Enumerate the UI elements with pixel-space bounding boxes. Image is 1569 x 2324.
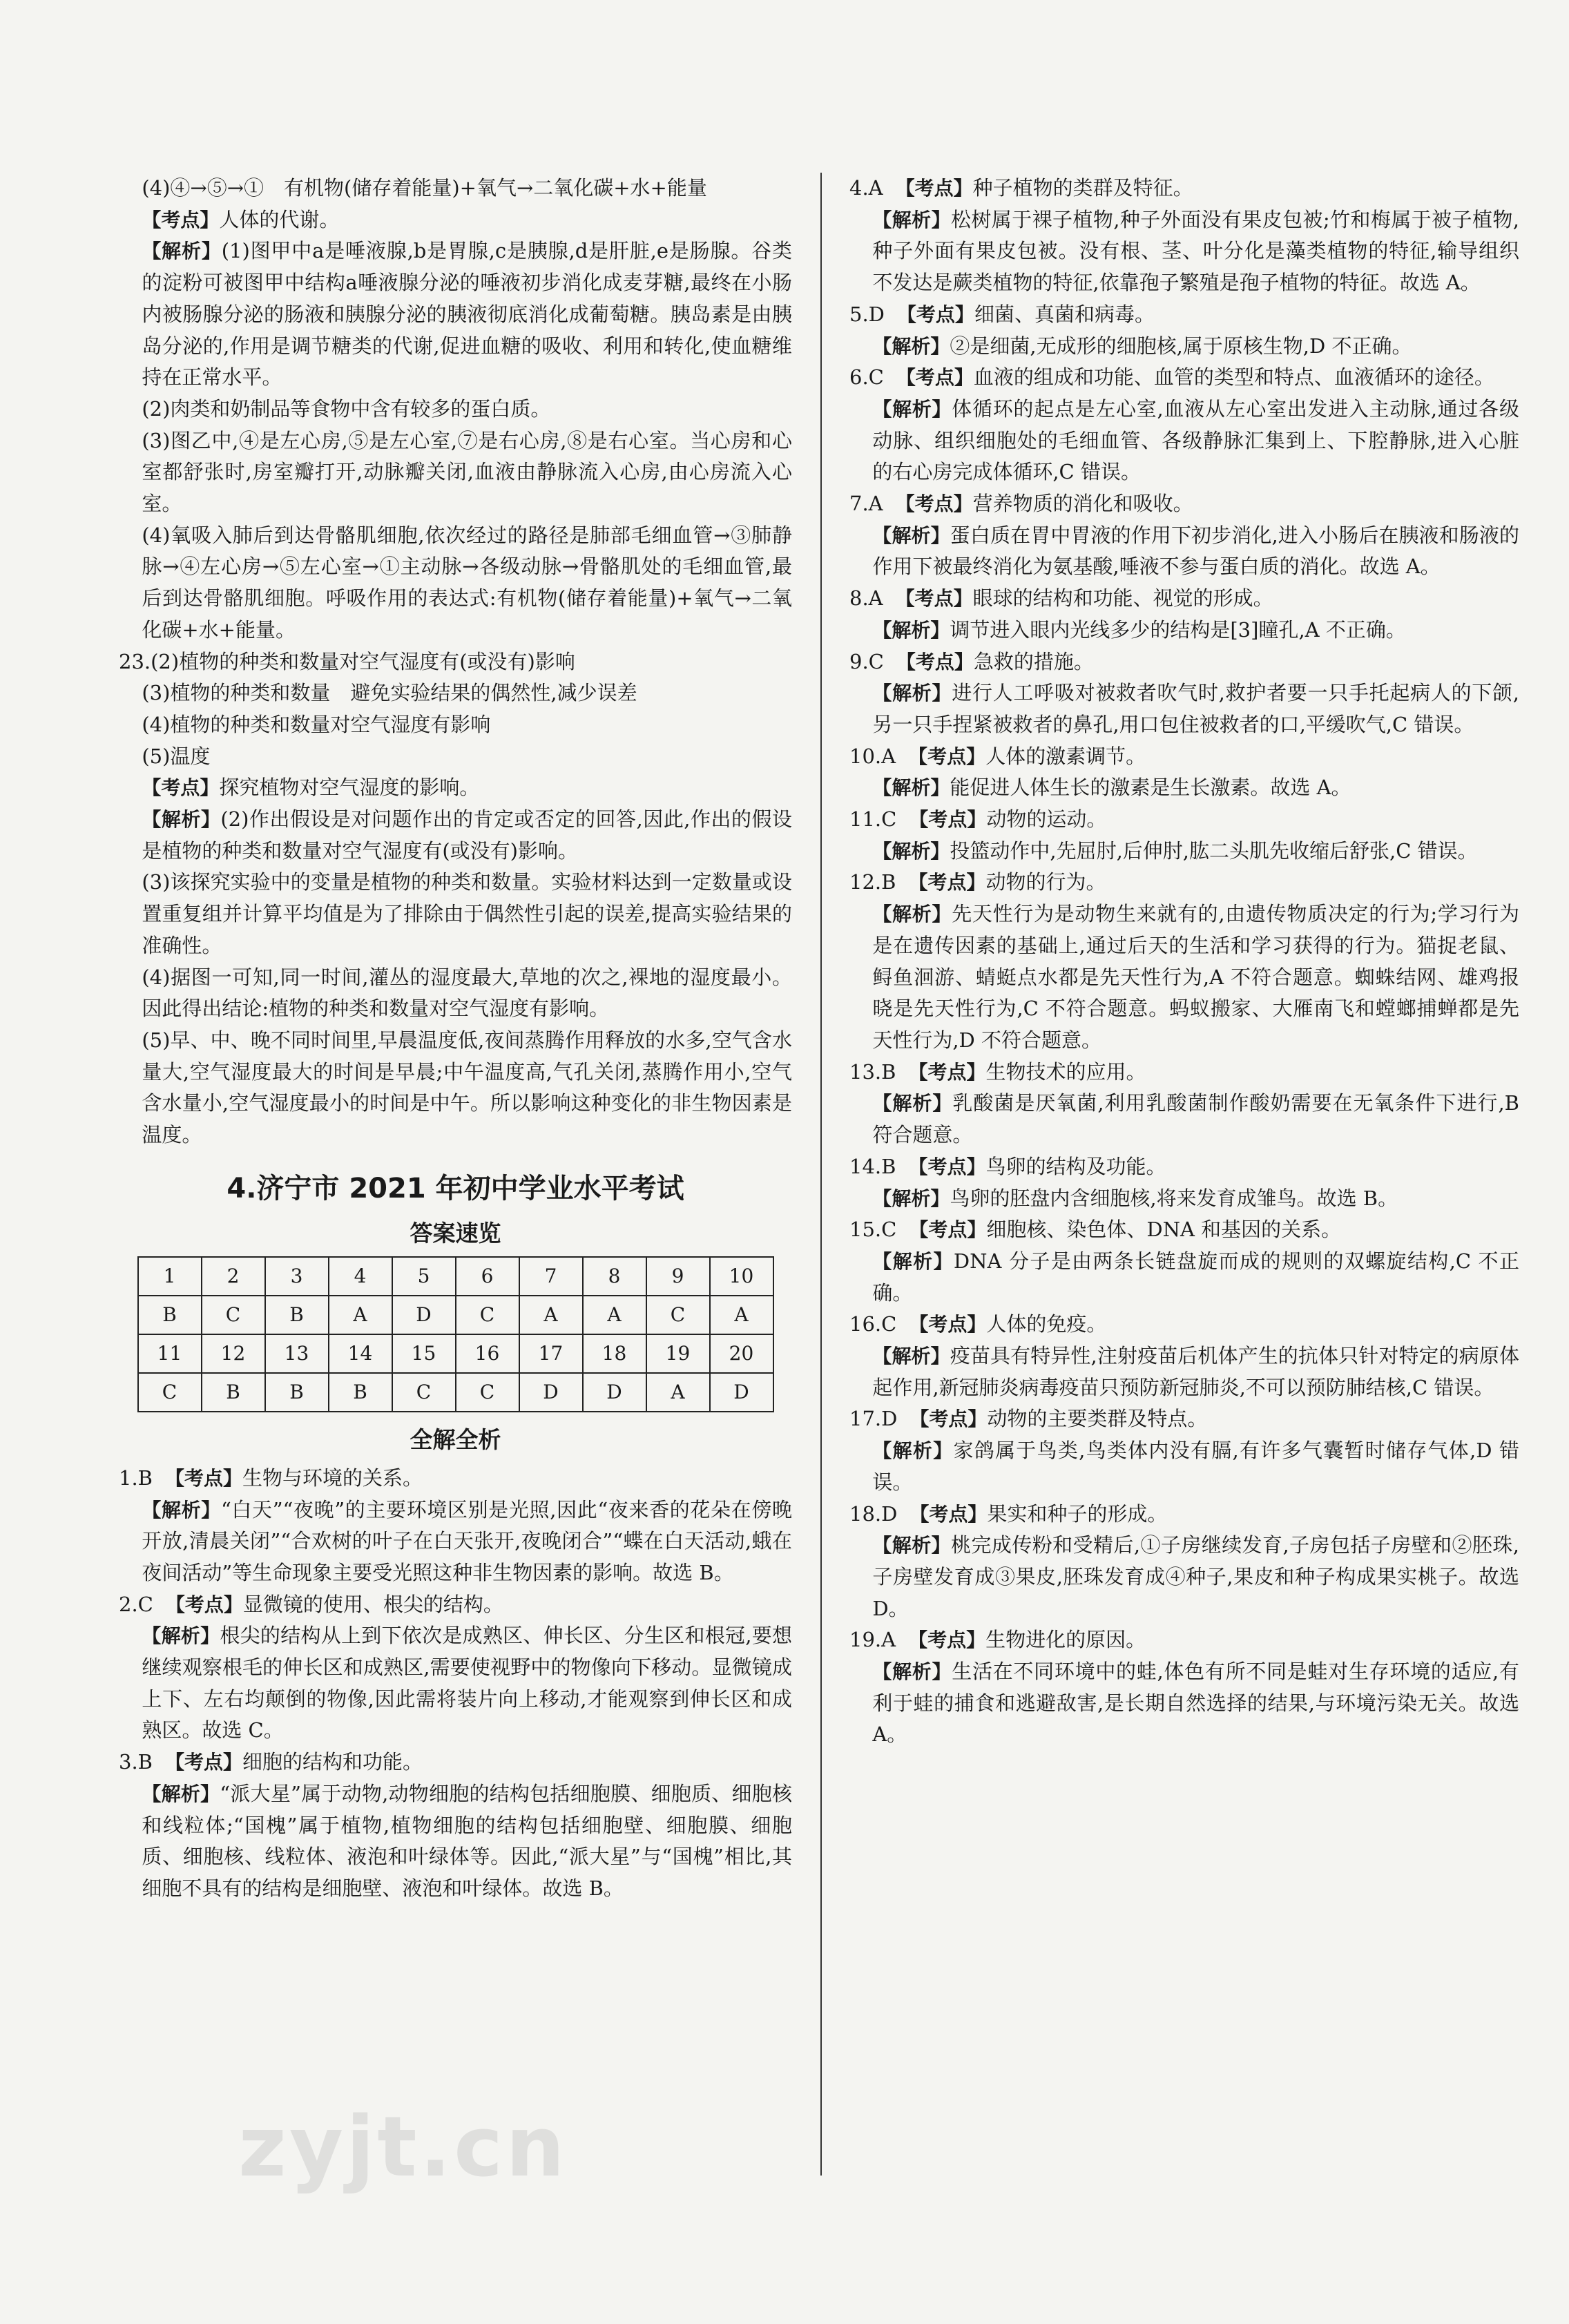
table-cell: B (138, 1296, 202, 1334)
jiexi-tag: 【解析】 (142, 1782, 220, 1805)
q22-answer: (4)④→⑤→① 有机物(储存着能量)+氧气→二氧化碳+水+能量 (142, 176, 707, 200)
q23-jiexi-2: (3)该探究实验中的变量是植物的种类和数量。实验材料达到一定数量或设置重复组并计算平均值是为了排除由于偶然性引起的误差,提高实验结果的准确性。 (142, 870, 792, 957)
kaodian-tag: 【考点】 (909, 1502, 988, 1526)
jiexi-tag: 【解析】 (872, 1660, 952, 1684)
jiexi-tag: 【解析】 (872, 1439, 954, 1463)
kaodian-tag: 【考点】 (896, 366, 974, 390)
question-kaodian-line (849, 299, 1519, 331)
kaodian-tag: 【考点】 (142, 776, 220, 800)
kaodian-tag: 【考点】 (896, 302, 974, 326)
jiexi-tag: 【解析】 (872, 1187, 950, 1210)
kaodian-text: 血液的组成和功能、血管的类型和特点、血液循环的途径。 (973, 365, 1494, 390)
q23-jiexi-1: 【解析】(2)作出假设是对问题作出的肯定或否定的回答,因此,作出的假设是植物的种类和数量对空气湿度有(或没有)影响。 (142, 807, 792, 863)
table-cell: 10 (710, 1257, 773, 1296)
kaodian-text: 细胞的结构和功能。 (242, 1750, 423, 1774)
table-cell: B (265, 1373, 329, 1412)
question-jiexi-line (119, 1495, 792, 1589)
kaodian-text: 营养物质的消化和吸收。 (972, 492, 1193, 516)
question-jiexi-line (849, 899, 1519, 1057)
jiexi-tag: 【解析】 (142, 808, 221, 832)
kaodian-text: 细菌、真菌和病毒。 (974, 302, 1155, 326)
jiexi-tag: 【解析】 (872, 903, 952, 926)
q22-jiexi-4: (4)氧吸入肺后到达骨骼肌细胞,依次经过的路径是肺部毛细血管→③肺静脉→④左心房→⑤左心室→①主动脉→各级动脉→骨骼肌处的毛细血管,最后到达骨骼肌细胞。呼吸作用的表达式:有机物(储存着能量)+氧气→二氧化碳+水+能量。 (142, 523, 792, 642)
table-cell: 15 (392, 1334, 456, 1373)
jiexi-text: 投篮动作中,先屈肘,后伸肘,肱二头肌先收缩后舒张,C 错误。 (950, 838, 1478, 863)
question-jiexi-line (119, 1620, 792, 1747)
kaodian-tag: 【考点】 (909, 1313, 987, 1336)
kaodian-text: 鸟卵的结构及功能。 (985, 1154, 1166, 1178)
q23-answer-4: (5)温度 (142, 744, 211, 768)
section-title: 4.济宁市 2021 年初中学业水平考试 (227, 1172, 684, 1204)
watermark: zyjt.cn (238, 2100, 568, 2196)
question-number: 14.B (849, 1154, 896, 1178)
question-number: 13.B (849, 1059, 896, 1084)
question-jiexi-line (849, 836, 1519, 867)
q23-answer-2: (3)植物的种类和数量 避免实验结果的偶然性,减少误差 (142, 681, 637, 705)
table-cell: 16 (456, 1334, 519, 1373)
question-kaodian-line (849, 362, 1519, 394)
table-cell: C (138, 1373, 202, 1412)
jiexi-tag: 【解析】 (872, 682, 952, 705)
kaodian-tag: 【考点】 (909, 808, 987, 832)
kaodian-tag: 【考点】 (908, 1155, 986, 1178)
question-jiexi-line (849, 1530, 1519, 1624)
left-column (119, 173, 792, 1905)
full-analysis-title: 全解全析 (410, 1425, 501, 1453)
table-cell: D (710, 1373, 773, 1412)
question-jiexi-line (849, 678, 1519, 740)
kaodian-text: 果实和种子的形成。 (987, 1501, 1168, 1526)
kaodian-tag: 【考点】 (896, 650, 974, 673)
q22-jiexi-3: (3)图乙中,④是左心房,⑤是左心室,⑦是右心房,⑧是右心室。当心房和心室都舒张时,房室瓣打开,动脉瓣关闭,血液由静脉流入心房,由心房流入心室。 (142, 428, 792, 516)
table-cell: C (456, 1373, 519, 1412)
table-cell: A (646, 1373, 710, 1412)
jiexi-tag: 【解析】 (872, 776, 950, 800)
question-number: 5.D (849, 302, 885, 326)
question-jiexi-line (849, 204, 1519, 299)
question-number: 6.C (849, 365, 884, 390)
table-cell: A (710, 1296, 773, 1334)
question-kaodian-line (849, 1403, 1519, 1435)
table-cell: 14 (329, 1334, 392, 1373)
kaodian-text: 人体的免疫。 (986, 1312, 1107, 1336)
question-kaodian-line (849, 1499, 1519, 1530)
jiexi-tag: 【解析】 (872, 208, 951, 231)
jiexi-tag: 【解析】 (142, 240, 222, 263)
q23-answer-1: 23.(2)植物的种类和数量对空气湿度有(或没有)影响 (119, 649, 575, 673)
question-kaodian-line (849, 488, 1519, 520)
question-kaodian-line (849, 646, 1519, 678)
table-cell: 20 (710, 1334, 773, 1373)
question-kaodian-line (849, 1151, 1519, 1183)
jiexi-tag: 【解析】 (872, 1249, 954, 1273)
q22-jiexi-1: 【解析】(1)图甲中a是唾液腺,b是胃腺,c是胰腺,d是肝脏,e是肠腺。谷类的淀粉可被图甲中结构a唾液腺分泌的唾液初步消化成麦芽糖,最终在小肠内被肠腺分泌的肠液和胰腺分泌的胰液彻底消化成葡萄糖。胰岛素是由胰岛分泌的,作用是调节糖类的代谢,促进血糖的吸收、利用和转化,使血糖维持在正常水平。 (142, 239, 792, 390)
jiexi-text: “派大星”属于动物,动物细胞的结构包括细胞膜、细胞质、细胞核和线粒体;“国槐”属于植物,植物细胞的结构包括细胞壁、细胞膜、细胞质、细胞核、线粒体、液泡和叶绿体等。因此,“派大星”与“国槐”相比,其细胞不具有的结构是细胞壁、液泡和叶绿体。故选 B。 (142, 1781, 792, 1900)
q23-jiexi-4: (5)早、中、晚不同时间里,早晨温度低,夜间蒸腾作用释放的水多,空气含水量大,空气湿度最大的时间是早晨;中午温度高,气孔关闭,蒸腾作用小,空气含水量小,空气湿度最小的时间是中午。所以影响这种变化的非生物因素是温度。 (142, 1028, 792, 1147)
question-kaodian-line (849, 1309, 1519, 1341)
jiexi-text: 家鸽属于鸟类,鸟类体内没有膈,有许多气囊暂时储存气体,D 错误。 (872, 1439, 1519, 1494)
table-cell: 2 (202, 1257, 265, 1296)
kaodian-tag: 【考点】 (908, 745, 986, 768)
question-number: 3.B (119, 1750, 153, 1774)
question-kaodian-line (849, 173, 1519, 204)
table-cell: B (202, 1373, 265, 1412)
kaodian-tag: 【考点】 (895, 587, 973, 611)
table-row (138, 1257, 773, 1296)
kaodian-text: 生物技术的应用。 (985, 1059, 1146, 1084)
question-jiexi-line (849, 520, 1519, 583)
question-jiexi-line (849, 1246, 1519, 1309)
table-cell: 19 (646, 1334, 710, 1373)
question-jiexi-line (849, 1341, 1519, 1403)
jiexi-tag: 【解析】 (872, 618, 950, 642)
question-number: 4.A (849, 176, 883, 200)
question-number: 15.C (849, 1218, 897, 1242)
q23-kaodian: 【考点】探究植物对空气湿度的影响。 (142, 776, 480, 800)
table-cell: 3 (265, 1257, 329, 1296)
question-kaodian-line (849, 741, 1519, 773)
table-cell: D (392, 1296, 456, 1334)
right-column (849, 173, 1519, 1751)
table-cell: 4 (329, 1257, 392, 1296)
table-cell: 5 (392, 1257, 456, 1296)
jiexi-text: 生活在不同环境中的蛙,体色有所不同是蛙对生存环境的适应,有利于蛙的捕食和逃避敌害,是长期自然选择的结果,与环境污染无关。故选 A。 (872, 1660, 1519, 1747)
kaodian-tag: 【考点】 (164, 1751, 242, 1774)
table-cell: 12 (202, 1334, 265, 1373)
kaodian-text: 急救的措施。 (973, 649, 1094, 673)
table-cell: 6 (456, 1257, 519, 1296)
kaodian-text: 动物的行为。 (985, 870, 1106, 894)
question-number: 11.C (849, 807, 897, 832)
jiexi-text: 乳酸菌是厌氧菌,利用乳酸菌制作酸奶需要在无氧条件下进行,B 符合题意。 (872, 1091, 1519, 1147)
kaodian-tag: 【考点】 (895, 177, 973, 200)
table-cell: B (265, 1296, 329, 1334)
jiexi-tag: 【解析】 (872, 397, 952, 421)
question-kaodian-line (119, 1747, 792, 1778)
kaodian-text: 种子植物的类群及特征。 (972, 176, 1193, 200)
kaodian-tag: 【考点】 (909, 1218, 987, 1242)
question-number: 7.A (849, 492, 883, 516)
table-cell: A (583, 1296, 646, 1334)
jiexi-tag: 【解析】 (142, 1624, 220, 1648)
question-kaodian-line (849, 867, 1519, 899)
question-jiexi-line (119, 1778, 792, 1905)
question-kaodian-line (849, 583, 1519, 615)
jiexi-tag: 【解析】 (872, 1092, 953, 1115)
question-number: 17.D (849, 1407, 898, 1431)
jiexi-text: 蛋白质在胃中胃液的作用下初步消化,进入小肠后在胰液和肠液的作用下被最终消化为氨基酸,唾液不参与蛋白质的消化。故选 A。 (872, 523, 1519, 579)
table-cell: A (329, 1296, 392, 1334)
table-cell: 9 (646, 1257, 710, 1296)
kaodian-tag: 【考点】 (164, 1466, 242, 1490)
q23-jiexi-3: (4)据图一可知,同一时间,灌丛的湿度最大,草地的次之,裸地的湿度最小。因此得出结论:植物的种类和数量对空气湿度有影响。 (142, 965, 792, 1021)
question-jiexi-line (849, 1088, 1519, 1151)
kaodian-text: 眼球的结构和功能、视觉的形成。 (972, 586, 1273, 611)
table-cell: 8 (583, 1257, 646, 1296)
question-number: 10.A (849, 744, 896, 768)
question-jiexi-line (849, 615, 1519, 646)
q22-jiexi-2: (2)肉类和奶制品等食物中含有较多的蛋白质。 (142, 396, 551, 421)
table-cell: 11 (138, 1334, 202, 1373)
table-row (138, 1373, 773, 1412)
table-row (138, 1334, 773, 1373)
question-kaodian-line (119, 1589, 792, 1621)
jiexi-tag: 【解析】 (872, 334, 950, 358)
right-items (849, 173, 1519, 1751)
table-cell: B (329, 1373, 392, 1412)
table-row (138, 1296, 773, 1334)
jiexi-tag: 【解析】 (872, 839, 950, 863)
question-kaodian-line (849, 1214, 1519, 1246)
question-kaodian-line (849, 1624, 1519, 1656)
table-cell: C (646, 1296, 710, 1334)
question-number: 16.C (849, 1312, 897, 1336)
kaodian-text: 生物进化的原因。 (985, 1628, 1146, 1652)
kaodian-tag: 【考点】 (909, 1408, 988, 1431)
jiexi-text: 松树属于裸子植物,种子外面没有果皮包被;竹和梅属于被子植物,种子外面有果皮包被。没有根、茎、叶分化是藻类植物的特征,输导组织不发达是蕨类植物的特征,依靠孢子繁殖是孢子植物的特征。故选 A。 (872, 207, 1519, 295)
question-number: 8.A (849, 586, 883, 611)
question-kaodian-line (119, 1463, 792, 1495)
table-cell: D (583, 1373, 646, 1412)
table-cell: C (392, 1373, 456, 1412)
table-cell: 13 (265, 1334, 329, 1373)
table-cell: C (202, 1296, 265, 1334)
kaodian-tag: 【考点】 (908, 871, 986, 894)
table-cell: A (519, 1296, 583, 1334)
kaodian-text: 生物与环境的关系。 (242, 1466, 423, 1490)
kaodian-tag: 【考点】 (908, 1060, 986, 1084)
jiexi-text: 进行人工呼吸对被救者吹气时,救护者要一只手托起病人的下颌,另一只手捏紧被救者的鼻孔,用口包住被救者的口,平缓吹气,C 错误。 (872, 681, 1519, 736)
kaodian-tag: 【考点】 (142, 208, 220, 231)
column-divider (820, 173, 822, 2176)
jiexi-text: 先天性行为是动物生来就有的,由遗传物质决定的行为;学习行为是在遗传因素的基础上,通过后天的生活和学习获得的行为。猫捉老鼠、鲟鱼洄游、蜻蜓点水都是先天性行为,A 不符合题意。蜘蛛结网、雄鸡报晓是先天性行为,C 不符合题意。蚂蚁搬家、大雁南飞和螳螂捕蝉都是先天性行为,D 不符合题意。 (872, 902, 1519, 1052)
jiexi-text: DNA 分子是由两条长链盘旋而成的规则的双螺旋结构,C 不正确。 (872, 1249, 1519, 1305)
jiexi-text: 疫苗具有特异性,注射疫苗后机体产生的抗体只针对特定的病原体起作用,新冠肺炎病毒疫苗只预防新冠肺炎,不可以预防肺结核,C 错误。 (872, 1344, 1519, 1399)
question-jiexi-line (849, 1435, 1519, 1498)
question-jiexi-line (849, 1183, 1519, 1215)
question-number: 2.C (119, 1592, 153, 1616)
kaodian-text: 细胞核、染色体、DNA 和基因的关系。 (986, 1218, 1342, 1242)
question-jiexi-line (849, 1656, 1519, 1751)
question-jiexi-line (849, 772, 1519, 804)
answer-table (137, 1256, 774, 1412)
jiexi-text: 体循环的起点是左心室,血液从左心室出发进入主动脉,通过各级动脉、组织细胞处的毛细血管、各级静脉汇集到上、下腔静脉,进入心脏的右心房完成体循环,C 错误。 (872, 396, 1519, 484)
question-jiexi-line (849, 331, 1519, 363)
kaodian-tag: 【考点】 (165, 1593, 243, 1616)
kaodian-text: 显微镜的使用、根尖的结构。 (242, 1592, 503, 1616)
question-kaodian-line (849, 1057, 1519, 1088)
kaodian-tag: 【考点】 (895, 492, 973, 516)
jiexi-text: 调节进入眼内光线多少的结构是[3]瞳孔,A 不正确。 (950, 617, 1406, 642)
jiexi-tag: 【解析】 (872, 1534, 952, 1557)
question-number: 1.B (119, 1466, 153, 1490)
q22-kaodian: 【考点】人体的代谢。 (142, 207, 340, 231)
table-cell: 1 (138, 1257, 202, 1296)
table-cell: 18 (583, 1334, 646, 1373)
jiexi-text: “白天”“夜晚”的主要环境区别是光照,因此“夜来香的花朵在傍晚开放,清晨关闭”“合欢树的叶子在白天张开,夜晚闭合”“蝶在白天活动,蛾在夜间活动”等生命现象主要受光照这种非生物因素的影响。故选 B。 (142, 1497, 792, 1584)
jiexi-text: 根尖的结构从上到下依次是成熟区、伸长区、分生区和根冠,要想继续观察根毛的伸长区和成熟区,需要使视野中的物像向下移动。显微镜成上下、左右均颠倒的物像,因此需将装片向上移动,才能观察到伸长区和成熟区。故选 C。 (142, 1624, 792, 1742)
kaodian-text: 人体的激素调节。 (985, 744, 1146, 768)
jiexi-tag: 【解析】 (142, 1498, 221, 1521)
table-cell: 17 (519, 1334, 583, 1373)
kaodian-tag: 【考点】 (908, 1629, 986, 1652)
kaodian-text: 动物的主要类群及特点。 (987, 1407, 1208, 1431)
left-items (119, 1463, 792, 1905)
jiexi-text: 桃完成传粉和受精后,①子房继续发育,子房包括子房壁和②胚珠,子房壁发育成③果皮,胚珠发育成④种子,果皮和种子构成果实桃子。故选 D。 (872, 1533, 1519, 1620)
jiexi-text: 鸟卵的胚盘内含细胞核,将来发育成雏鸟。故选 B。 (950, 1186, 1398, 1210)
jiexi-tag: 【解析】 (872, 1345, 950, 1368)
jiexi-text: 能促进人体生长的激素是生长激素。故选 A。 (950, 776, 1351, 800)
answer-overview-title: 答案速览 (410, 1219, 501, 1247)
question-jiexi-line (849, 394, 1519, 488)
question-kaodian-line (849, 804, 1519, 836)
question-number: 9.C (849, 649, 884, 673)
table-cell: C (456, 1296, 519, 1334)
table-cell: 7 (519, 1257, 583, 1296)
jiexi-text: ②是细菌,无成形的细胞核,属于原核生物,D 不正确。 (950, 334, 1412, 358)
question-number: 19.A (849, 1628, 896, 1652)
jiexi-tag: 【解析】 (872, 524, 950, 547)
table-cell: D (519, 1373, 583, 1412)
kaodian-text: 动物的运动。 (986, 807, 1107, 832)
question-number: 18.D (849, 1501, 898, 1526)
q23-answer-3: (4)植物的种类和数量对空气湿度有影响 (142, 712, 491, 736)
question-number: 12.B (849, 870, 896, 894)
